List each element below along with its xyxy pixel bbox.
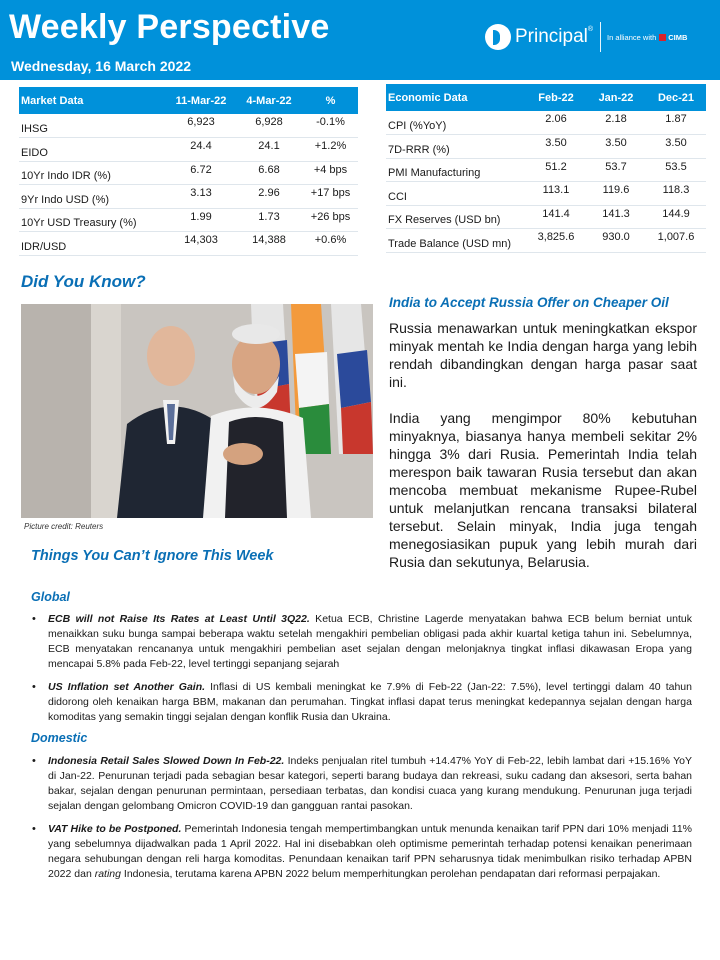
news-text: Ketua ECB, Christine Lagerde menyatakan bahwa ECB belum berniat untuk menaikkan suku bunga sampai beberapa waktu setelah mengakhiri pembelian obligasi pada akhir kuartal ketiga tahun ini. Sebelumnya, ECB menyatakan rencananya untuk mengakhiri pembelian aset sejalan dengan melonjaknya tingkat inflasi dikawasan Eropa yang mencapai 5.8% pada Feb-22, level tertinggi sepanjang sejarah	[48, 613, 692, 670]
table-row	[19, 138, 358, 162]
global-heading: Global	[31, 590, 70, 604]
table-row	[386, 182, 706, 206]
table-cell: +26 bps	[303, 208, 358, 232]
header-banner	[0, 0, 720, 80]
row-label: CCI	[386, 182, 526, 206]
row-label: CPI (%YoY)	[386, 111, 526, 135]
column-header: Jan-22	[586, 84, 646, 111]
news-headline: ECB will not Raise Its Rates at Least Until 3Q22.	[48, 613, 310, 625]
row-label: 10Yr Indo IDR (%)	[19, 161, 167, 185]
table-cell: 2.18	[586, 111, 646, 135]
table-cell: +0.6%	[303, 232, 358, 256]
list-item	[32, 680, 692, 725]
article-title: India to Accept Russia Offer on Cheaper Oil	[389, 295, 669, 310]
table-cell: 118.3	[646, 182, 706, 206]
column-header: 11-Mar-22	[167, 87, 235, 114]
table-cell: +4 bps	[303, 161, 358, 185]
table-cell: 6,928	[235, 114, 303, 138]
column-header: 4-Mar-22	[235, 87, 303, 114]
table-cell: 14,303	[167, 232, 235, 256]
photo-credit: Picture credit: Reuters	[24, 522, 104, 531]
news-headline: US Inflation set Another Gain.	[48, 681, 206, 693]
table-cell: 24.4	[167, 138, 235, 162]
table-cell: 141.3	[586, 205, 646, 229]
table-cell: +17 bps	[303, 185, 358, 209]
row-label: 10Yr USD Treasury (%)	[19, 208, 167, 232]
row-label: FX Reserves (USD bn)	[386, 205, 526, 229]
things-heading: Things You Can’t Ignore This Week	[31, 548, 274, 564]
table-cell: +1.2%	[303, 138, 358, 162]
table-row	[19, 185, 358, 209]
table-header-row	[386, 84, 706, 111]
article-paragraph: Russia menawarkan untuk meningkatkan ekspor minyak mentah ke India dengan harga yang lebih rendah dibandingkan dengan harga pasar saat ini.	[389, 320, 697, 390]
table-cell: 51.2	[526, 158, 586, 182]
did-you-know-heading: Did You Know?	[21, 272, 146, 291]
table-cell: 14,388	[235, 232, 303, 256]
column-header: Feb-22	[526, 84, 586, 111]
news-photo	[21, 304, 373, 518]
table-row	[19, 208, 358, 232]
table-cell: 144.9	[646, 205, 706, 229]
photo-illustration	[21, 304, 373, 518]
news-text: Pemerintah Indonesia tengah mempertimbangkan untuk menunda kenaikan tarif PPN dari 10% menjadi 11% yang sebelumnya dijadwalkan pada 1 April 2022. Hal ini disebabkan oleh optimisme pemerintah terhadap potensi kenaikan penerimaan negara sehubungan dengan reli harga komoditas. Penundaan kenaikan tarif PPN seharusnya tidak menimbulkan risiko terhadap APBN 2022 dan	[48, 823, 692, 880]
column-header: Dec-21	[646, 84, 706, 111]
news-text-italic: rating	[94, 868, 121, 880]
article-body	[389, 319, 697, 571]
table-header-row	[19, 87, 358, 114]
table-cell: 24.1	[235, 138, 303, 162]
table-row	[386, 135, 706, 159]
table-cell: 3.50	[526, 135, 586, 159]
column-header: Market Data	[19, 87, 167, 114]
row-label: 7D-RRR (%)	[386, 135, 526, 159]
economic-data-table	[386, 84, 706, 253]
alliance-label: In alliance with CIMB	[607, 32, 688, 42]
cimb-logo-icon	[659, 34, 666, 41]
principal-logo	[485, 20, 687, 54]
list-item	[32, 822, 692, 882]
publication-date: Wednesday, 16 March 2022	[11, 58, 192, 74]
table-row	[386, 229, 706, 253]
table-cell: 1,007.6	[646, 229, 706, 253]
principal-logo-icon	[485, 24, 511, 50]
article-paragraph: India yang mengimpor 80% kebutuhan minyaknya, biasanya hanya membeli sekitar 2% hingga 3% dari Rusia. Pemerintah India telah merespon baik tawaran Rusia tersebut dan akan mencoba membuat mekanisme Rupee-Rubel untuk melanjutkan rencana transaksi bilateral tersebut. Selain minyak, India juga tengah menegosiasikan pupuk yang lebih murah dari Rusia dan sekutunya, Belarusia.	[389, 410, 697, 570]
list-item	[32, 612, 692, 672]
table-row	[386, 205, 706, 229]
market-data-table	[19, 87, 358, 256]
table-cell: 3.13	[167, 185, 235, 209]
table-cell: 119.6	[586, 182, 646, 206]
table-row	[386, 111, 706, 135]
table-cell: 3,825.6	[526, 229, 586, 253]
news-text: Indeks penjualan ritel tumbuh +14.47% YoY di Feb-22, lebih lambat dari +15.16% YoY di Jan-22. Penurunan terjadi pada sebagian besar kategori, seperti barang budaya dan rekreasi, suku cadang dan aksesori, serta bahan bakar, sejalan dengan penurunan permintaan, persediaan terbatas, dan kondisi cuaca yang kurang mendukung. Penurunan juga terjadi sejalan dengan gelombang Omicron COVID-19 dan gangguan rantai pasokan.	[48, 755, 692, 812]
column-header: %	[303, 87, 358, 114]
table-cell: -0.1%	[303, 114, 358, 138]
table-cell: 53.5	[646, 158, 706, 182]
table-row	[386, 158, 706, 182]
table-row	[19, 232, 358, 256]
row-label: 9Yr Indo USD (%)	[19, 185, 167, 209]
row-label: PMI Manufacturing	[386, 158, 526, 182]
column-header: Economic Data	[386, 84, 526, 111]
table-cell: 2.96	[235, 185, 303, 209]
table-cell: 1.99	[167, 208, 235, 232]
news-headline: Indonesia Retail Sales Slowed Down In Feb-22.	[48, 755, 285, 767]
news-text: Indonesia, terutama karena APBN 2022 belum memperhitungkan perolehan pendapatan dari reformasi perpajakan.	[120, 868, 661, 880]
table-row	[19, 161, 358, 185]
logo-divider	[600, 22, 601, 52]
row-label: EIDO	[19, 138, 167, 162]
table-cell: 53.7	[586, 158, 646, 182]
page-title: Weekly Perspective	[9, 8, 330, 46]
table-row	[19, 114, 358, 138]
list-item	[32, 754, 692, 814]
table-cell: 930.0	[586, 229, 646, 253]
table-cell: 1.73	[235, 208, 303, 232]
row-label: IHSG	[19, 114, 167, 138]
news-text: Inflasi di US kembali meningkat ke 7.9% di Feb-22 (Jan-22: 7.5%), level tertinggi dalam 40 tahun didorong oleh kenaikan harga BBM, makanan dan perumahan. Tingkat inflasi dapat terus meningkat kedepannya sejalan dengan harga komoditas yang semakin tinggi sejalan dengan konflik Rusia dan Ukraina.	[48, 681, 692, 723]
table-cell: 6.68	[235, 161, 303, 185]
table-cell: 1.87	[646, 111, 706, 135]
table-cell: 3.50	[646, 135, 706, 159]
global-news-list	[32, 612, 692, 725]
row-label: Trade Balance (USD mn)	[386, 229, 526, 253]
domestic-news-list	[32, 754, 692, 882]
domestic-heading: Domestic	[31, 731, 88, 745]
table-cell: 2.06	[526, 111, 586, 135]
table-cell: 113.1	[526, 182, 586, 206]
logo-name: Principal®	[515, 26, 594, 47]
table-cell: 3.50	[586, 135, 646, 159]
row-label: IDR/USD	[19, 232, 167, 256]
table-cell: 6.72	[167, 161, 235, 185]
table-cell: 6,923	[167, 114, 235, 138]
table-cell: 141.4	[526, 205, 586, 229]
news-headline: VAT Hike to be Postponed.	[48, 823, 182, 835]
